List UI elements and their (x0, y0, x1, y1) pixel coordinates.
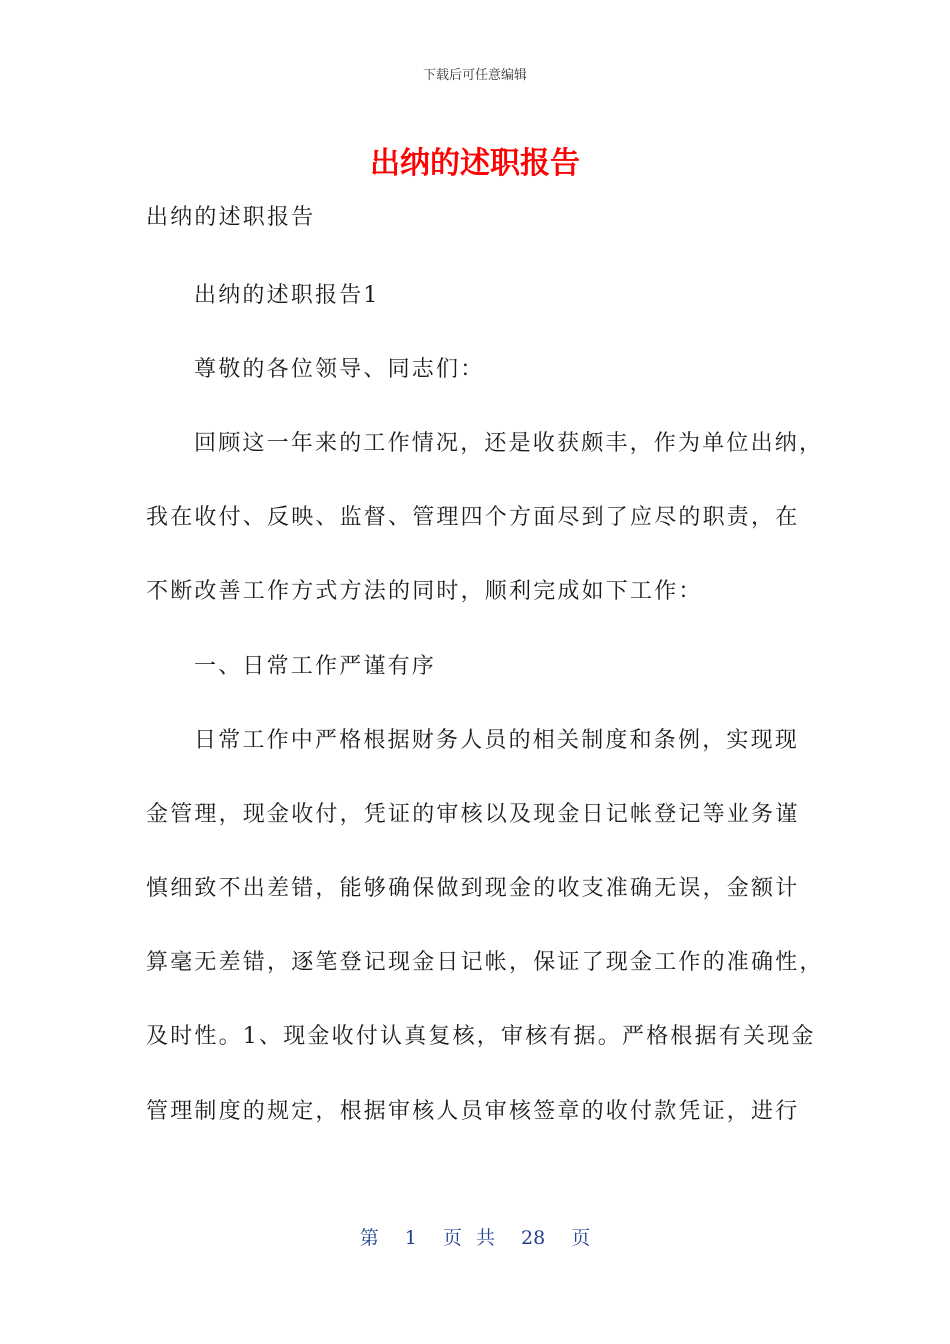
header-note: 下载后可任意编辑 (422, 68, 527, 83)
doc-line-section-heading: 出纳的述职报告1 (194, 283, 380, 308)
document-title: 出纳的述职报告 (370, 146, 580, 181)
doc-line: 慎细致不出差错，能够确保做到现金的收支准确无误，金额计 (146, 876, 800, 901)
footer-prefix: 第 (359, 1227, 379, 1249)
doc-line-subtitle: 出纳的述职报告 (146, 205, 316, 230)
doc-line: 日常工作中严格根据财务人员的相关制度和条例，实现现 (194, 728, 800, 753)
doc-line: 我在收付、反映、监督、管理四个方面尽到了应尽的职责，在 (146, 505, 800, 530)
doc-line: 及时性。1、现金收付认真复核，审核有据。严格根据有关现金 (146, 1024, 816, 1049)
footer-suffix: 页 (571, 1227, 591, 1249)
doc-line: 金管理，现金收付，凭证的审核以及现金日记帐登记等业务谨 (146, 802, 800, 827)
doc-line-salutation: 尊敬的各位领导、同志们： (194, 357, 485, 382)
doc-line: 回顾这一年来的工作情况，还是收获颇丰，作为单位出纳， (194, 431, 824, 456)
page-footer (0, 1226, 950, 1250)
footer-page-number: 1 (404, 1227, 417, 1249)
doc-line-heading: 一、日常工作严谨有序 (194, 654, 437, 679)
doc-line: 管理制度的规定，根据审核人员审核签章的收付款凭证，进行 (146, 1099, 800, 1124)
doc-line: 算毫无差错，逐笔登记现金日记帐，保证了现金工作的准确性， (146, 950, 824, 975)
doc-line: 不断改善工作方式方法的同时，顺利完成如下工作： (146, 579, 703, 604)
footer-total-pages: 28 (521, 1227, 546, 1249)
footer-mid: 页 共 (442, 1227, 495, 1249)
